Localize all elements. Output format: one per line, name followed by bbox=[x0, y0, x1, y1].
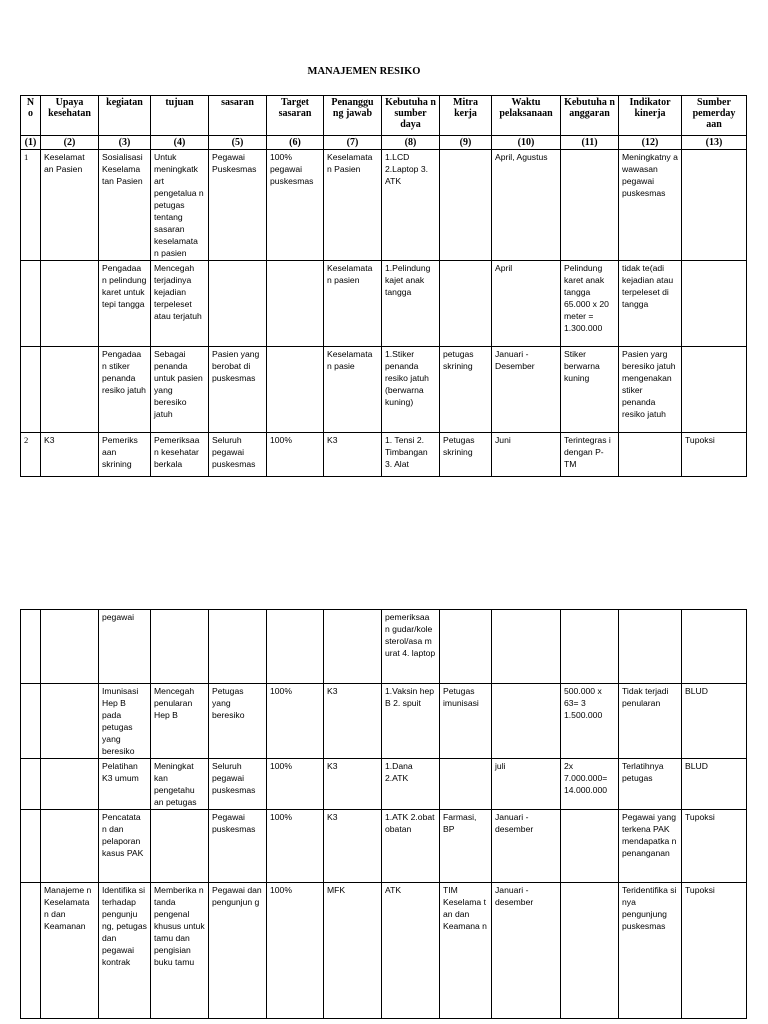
table-cell: Pemeriks aan skrining bbox=[99, 433, 151, 477]
table-cell: BLUD bbox=[682, 759, 747, 810]
table-cell bbox=[21, 684, 41, 759]
table-cell bbox=[41, 261, 99, 347]
table-cell: Seluruh pegawai puskesmas bbox=[209, 433, 267, 477]
column-number: (6) bbox=[267, 136, 324, 150]
table-cell: K3 bbox=[324, 684, 382, 759]
column-number: (2) bbox=[41, 136, 99, 150]
table-cell: Memberika n tanda pengenal khusus untuk tamu dan pengisian buku tamu bbox=[151, 883, 209, 1019]
table-cell: Untuk meningkatk art pengetalua n petugas tentang sasaran keselamata n pasien bbox=[151, 150, 209, 261]
risk-management-table-page-2 bbox=[20, 609, 747, 1019]
table-cell: Pelatihan K3 umum bbox=[99, 759, 151, 810]
table-cell: 100% bbox=[267, 883, 324, 1019]
table-cell bbox=[440, 610, 492, 684]
table-cell: BLUD bbox=[682, 684, 747, 759]
table-cell: 500.000 x 63= 3 1.500.000 bbox=[561, 684, 619, 759]
table-cell bbox=[682, 610, 747, 684]
risk-management-table-page-1 bbox=[20, 95, 747, 477]
table-cell: Sosialisasi Keselama tan Pasien bbox=[99, 150, 151, 261]
table-cell: tidak te(adi kejadian atau terpeleset di tangga bbox=[619, 261, 682, 347]
table-cell bbox=[492, 684, 561, 759]
table-cell: Terintegras i dengan P-TM bbox=[561, 433, 619, 477]
table-cell bbox=[267, 261, 324, 347]
table-cell: Teridentifika si nya pengunjung puskesmas bbox=[619, 883, 682, 1019]
table-cell: Manajeme n Keselamata n dan Keamanan bbox=[41, 883, 99, 1019]
table-cell: Identifika si terhadap pengunju ng, petugas dan pegawai kontrak bbox=[99, 883, 151, 1019]
table-cell: TIM Keselama t an dan Keamana n bbox=[440, 883, 492, 1019]
header-kebutuhan-anggaran: Kebutuha n anggaran bbox=[561, 96, 619, 136]
table-cell: Meningkat kan pengetahu an petugas bbox=[151, 759, 209, 810]
table-cell: K3 bbox=[324, 810, 382, 883]
header-sasaran: sasaran bbox=[209, 96, 267, 136]
header-sumber-pemberdayaan: Sumber pemerday aan bbox=[682, 96, 747, 136]
table-cell bbox=[21, 261, 41, 347]
table-cell bbox=[440, 261, 492, 347]
table-row bbox=[21, 684, 747, 759]
table-cell bbox=[682, 150, 747, 261]
table-cell: Pegawai Puskesmas bbox=[209, 150, 267, 261]
table-cell bbox=[324, 610, 382, 684]
table-cell: 1.Vaksin hep B 2. spuit bbox=[382, 684, 440, 759]
header-row bbox=[21, 96, 747, 136]
table-cell bbox=[561, 150, 619, 261]
table-cell: 1. Tensi 2. Timbangan 3. Alat bbox=[382, 433, 440, 477]
table-cell: 1.Dana 2.ATK bbox=[382, 759, 440, 810]
column-number: (11) bbox=[561, 136, 619, 150]
column-number: (3) bbox=[99, 136, 151, 150]
table-row bbox=[21, 433, 747, 477]
table-body bbox=[21, 610, 747, 1019]
table-row bbox=[21, 261, 747, 347]
table-cell bbox=[561, 610, 619, 684]
table-cell: 2x 7.000.000= 14.000.000 bbox=[561, 759, 619, 810]
table-cell: 1.Pelindung kajet anak tangga bbox=[382, 261, 440, 347]
table-cell bbox=[561, 810, 619, 883]
table-cell: Farmasi, BP bbox=[440, 810, 492, 883]
header-penanggung-jawab: Penanggu ng jawab bbox=[324, 96, 382, 136]
table-cell bbox=[267, 347, 324, 433]
table-cell: petugas skrining bbox=[440, 347, 492, 433]
page-title: MANAJEMEN RESIKO bbox=[307, 66, 421, 77]
table-cell: K3 bbox=[41, 433, 99, 477]
table-cell: Pasien yarg beresiko jatuh mengenakan stiker penanda resiko jatuh bbox=[619, 347, 682, 433]
table-cell bbox=[41, 610, 99, 684]
table-cell: Tupoksi bbox=[682, 433, 747, 477]
table-row bbox=[21, 810, 747, 883]
table-cell: 100% bbox=[267, 433, 324, 477]
table-cell: Imunisasi Hep B pada petugas yang beresiko bbox=[99, 684, 151, 759]
table-cell: Keselamata n pasie bbox=[324, 347, 382, 433]
table-cell: 1.LCD 2.Laptop 3. ATK bbox=[382, 150, 440, 261]
table-cell bbox=[492, 610, 561, 684]
table-cell: Seluruh pegawai puskesmas bbox=[209, 759, 267, 810]
table-cell: April bbox=[492, 261, 561, 347]
table-cell bbox=[209, 610, 267, 684]
table-cell: juli bbox=[492, 759, 561, 810]
table-cell: Keselamata n Pasien bbox=[324, 150, 382, 261]
table-cell bbox=[21, 759, 41, 810]
table-cell: 100% bbox=[267, 810, 324, 883]
table-cell: ATK bbox=[382, 883, 440, 1019]
table-row bbox=[21, 347, 747, 433]
table-cell: Tupoksi bbox=[682, 883, 747, 1019]
table-cell bbox=[682, 347, 747, 433]
table-cell: Pegawai yang terkena PAK mendapatka n penanganan bbox=[619, 810, 682, 883]
table-cell: MFK bbox=[324, 883, 382, 1019]
table-cell bbox=[41, 684, 99, 759]
table-cell bbox=[209, 261, 267, 347]
table-cell: Petugas imunisasi bbox=[440, 684, 492, 759]
table-cell: pemeriksaa n gudar/kole sterol/asa m urat 4. laptop bbox=[382, 610, 440, 684]
header-indikator-kinerja: Indikator kinerja bbox=[619, 96, 682, 136]
column-number: (5) bbox=[209, 136, 267, 150]
column-number: (8) bbox=[382, 136, 440, 150]
table-cell: Pegawai puskesmas bbox=[209, 810, 267, 883]
table-cell bbox=[561, 883, 619, 1019]
column-number: (1) bbox=[21, 136, 41, 150]
table-row bbox=[21, 883, 747, 1019]
table-cell bbox=[619, 610, 682, 684]
table-cell bbox=[440, 150, 492, 261]
table-cell: Pencatata n dan pelaporan kasus PAK bbox=[99, 810, 151, 883]
table-cell: Tupoksi bbox=[682, 810, 747, 883]
column-number: (12) bbox=[619, 136, 682, 150]
table-cell: Mencegah penularan Hep B bbox=[151, 684, 209, 759]
header-kegiatan: kegiatan bbox=[99, 96, 151, 136]
table-cell bbox=[151, 810, 209, 883]
column-number-row bbox=[21, 136, 747, 150]
column-number: (7) bbox=[324, 136, 382, 150]
table-cell: Petugas skrining bbox=[440, 433, 492, 477]
table-cell: 100% bbox=[267, 684, 324, 759]
table-row bbox=[21, 610, 747, 684]
table-cell bbox=[21, 883, 41, 1019]
table-cell: Juni bbox=[492, 433, 561, 477]
table-cell: Mencegah terjadinya kejadian terpeleset atau terjatuh bbox=[151, 261, 209, 347]
table-body bbox=[21, 150, 747, 477]
table-cell: Januari - desember bbox=[492, 883, 561, 1019]
table-cell: 100% bbox=[267, 759, 324, 810]
header-upaya-kesehatan: Upaya kesehatan bbox=[41, 96, 99, 136]
table-cell bbox=[21, 810, 41, 883]
table-cell bbox=[41, 810, 99, 883]
table-cell: Pasien yang berobat di puskesmas bbox=[209, 347, 267, 433]
table-cell: 1 bbox=[21, 150, 41, 261]
table-cell: Stiker berwarna kuning bbox=[561, 347, 619, 433]
table-cell: Pelindung karet anak tangga 65.000 x 20 meter = 1.300.000 bbox=[561, 261, 619, 347]
table-cell: Sebagai penanda untuk pasien yang beresiko jatuh bbox=[151, 347, 209, 433]
table-cell: Tidak terjadi penularan bbox=[619, 684, 682, 759]
table-cell bbox=[682, 261, 747, 347]
table-cell: Terlatihnya petugas bbox=[619, 759, 682, 810]
table-cell: Keselamat an Pasien bbox=[41, 150, 99, 261]
table-row bbox=[21, 150, 747, 261]
table-cell bbox=[267, 610, 324, 684]
table-cell bbox=[41, 759, 99, 810]
table-row bbox=[21, 759, 747, 810]
table-cell bbox=[21, 347, 41, 433]
table-cell: Pegawai dan pengunjun g bbox=[209, 883, 267, 1019]
table-cell: 100% pegawai puskesmas bbox=[267, 150, 324, 261]
table-cell: 2 bbox=[21, 433, 41, 477]
column-number: (4) bbox=[151, 136, 209, 150]
table-cell: Meningkatny a wawasan pegawai puskesmas bbox=[619, 150, 682, 261]
table-cell: Keselamata n pasien bbox=[324, 261, 382, 347]
column-number: (10) bbox=[492, 136, 561, 150]
table-cell: Petugas yang beresiko bbox=[209, 684, 267, 759]
table-cell: Pengadaa n stiker penanda resiko jatuh bbox=[99, 347, 151, 433]
table-cell: pegawai bbox=[99, 610, 151, 684]
table-cell: 1.ATK 2.obat obatan bbox=[382, 810, 440, 883]
header-mitra-kerja: Mitra kerja bbox=[440, 96, 492, 136]
table-cell bbox=[151, 610, 209, 684]
table-cell: K3 bbox=[324, 433, 382, 477]
header-tujuan: tujuan bbox=[151, 96, 209, 136]
table-cell: Januari - desember bbox=[492, 810, 561, 883]
header-kebutuhan-sumber-daya: Kebutuha n sumber daya bbox=[382, 96, 440, 136]
table-cell bbox=[619, 433, 682, 477]
header-waktu-pelaksanaan: Waktu pelaksanaan bbox=[492, 96, 561, 136]
table-cell: K3 bbox=[324, 759, 382, 810]
table-cell: Pemeriksaa n kesehatar berkala bbox=[151, 433, 209, 477]
table-cell: April, Agustus bbox=[492, 150, 561, 261]
header-target-sasaran: Target sasaran bbox=[267, 96, 324, 136]
table-cell bbox=[440, 759, 492, 810]
table-cell: Januari - Desember bbox=[492, 347, 561, 433]
table-cell: Pengadaa n pelindung karet untuk tepi tangga bbox=[99, 261, 151, 347]
header-no: N o bbox=[21, 96, 41, 136]
table-cell bbox=[21, 610, 41, 684]
table-cell: 1.Stiker penanda resiko jatuh (berwarna kuning) bbox=[382, 347, 440, 433]
column-number: (13) bbox=[682, 136, 747, 150]
column-number: (9) bbox=[440, 136, 492, 150]
table-cell bbox=[41, 347, 99, 433]
